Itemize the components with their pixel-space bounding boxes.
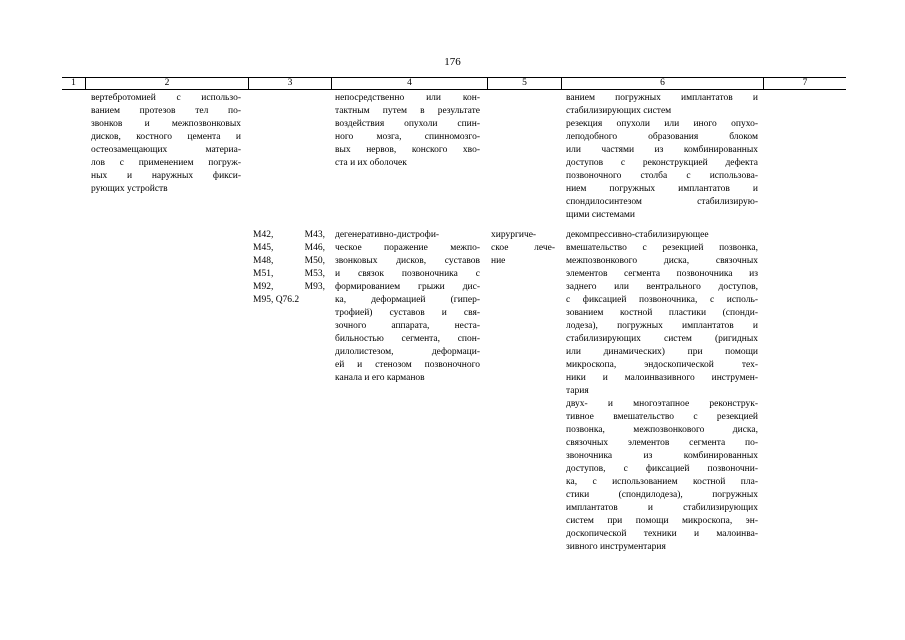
text-line: лодеза), погружных имплантатов и <box>566 321 758 331</box>
text-line: межпозвонкового диска, связочных <box>566 256 758 266</box>
diagnosis-code: M46, <box>304 243 325 253</box>
text-line: воздействия опухоли спин- <box>335 119 480 129</box>
text-line: ческое поражение межпо- <box>335 243 480 253</box>
text-line: зивного инструментария <box>566 542 666 552</box>
text-line: вых нервов, конского хво- <box>335 145 480 155</box>
diagnosis-code: M51, <box>253 269 274 279</box>
text-line: стики (спондилодеза), погружных <box>566 490 758 500</box>
text-line: зованием костной пластики (спонди- <box>566 308 758 318</box>
code-line <box>253 242 325 255</box>
text-line: с фиксацией позвоночника, с исполь- <box>566 295 758 305</box>
column-header-3: 3 <box>287 78 293 88</box>
diagnosis-code: M42, <box>253 230 274 240</box>
text-line: лов с применением погруж- <box>91 158 241 168</box>
column-header-6: 6 <box>660 78 665 88</box>
text-line: резекция опухоли или иного опухо- <box>566 119 758 129</box>
text-line: стабилизирующих систем <box>566 106 672 116</box>
row1-col2-text <box>91 92 241 196</box>
text-line: доскопической техники и малоинва- <box>566 529 758 539</box>
text-line: остеозамещающих материа- <box>91 145 241 155</box>
table-header-rule <box>62 89 846 90</box>
column-header-2: 2 <box>164 78 170 88</box>
text-line: тактным путем в результате <box>335 106 480 116</box>
text-line: ка, с использованием костной пла- <box>566 477 758 487</box>
row2-col6-text <box>566 229 758 554</box>
text-line: формированием грыжи дис- <box>335 282 480 292</box>
column-header-5: 5 <box>522 78 527 88</box>
text-line: ние <box>491 256 506 266</box>
text-line: звонков и межпозвонковых <box>91 119 241 129</box>
text-line: щими системами <box>566 210 636 220</box>
diagnosis-code: M48, <box>253 256 274 266</box>
text-line: или динамических) при помощи <box>566 347 758 357</box>
column-header-1: 1 <box>71 78 76 88</box>
text-line: леподобного образования блоком <box>566 132 758 142</box>
text-line: доступов с реконструкцией дефекта <box>566 158 758 168</box>
text-line: имплантатов и стабилизирующих <box>566 503 758 513</box>
text-line: двух- и многоэтапное реконструк- <box>566 399 758 409</box>
text-line: звонковых дисков, суставов <box>335 256 480 266</box>
text-line: дегенеративно-дистрофи- <box>335 230 440 240</box>
text-line: трофией) суставов и свя- <box>335 308 480 318</box>
text-line: ей и стенозом позвоночного <box>335 360 480 370</box>
text-line: канала и его карманов <box>335 373 425 383</box>
text-line: вмешательство с резекцией позвонка, <box>566 243 758 253</box>
row2-col3-codes <box>253 229 325 307</box>
diagnosis-code: M45, <box>253 243 274 253</box>
text-line: ники и малоинвазивного инструмен- <box>566 373 758 383</box>
text-line: рующих устройств <box>91 184 168 194</box>
code-line <box>253 294 325 307</box>
text-line: ного мозга, спинномозго- <box>335 132 480 142</box>
diagnosis-code: M93, <box>304 282 325 292</box>
text-line: ка, деформацией (гипер- <box>335 295 480 305</box>
text-line: доступов, с фиксацией позвоночни- <box>566 464 758 474</box>
text-line: или частями из комбинированных <box>566 145 758 155</box>
text-line: связочных элементов сегмента по- <box>566 438 758 448</box>
text-line: хирургиче- <box>491 230 537 240</box>
text-line: непосредственно или кон- <box>335 93 480 103</box>
text-line: спондилосинтезом стабилизирую- <box>566 197 758 207</box>
text-line: бильностью сегмента, спон- <box>335 334 480 344</box>
text-line: позвонка, межпозвонкового диска, <box>566 425 758 435</box>
text-line: звоночника из комбинированных <box>566 451 758 461</box>
text-line: нием погружных имплантатов и <box>566 184 758 194</box>
page-number: 176 <box>444 56 461 68</box>
diagnosis-code: M53, <box>304 269 325 279</box>
row2-col5-text <box>491 229 555 268</box>
text-line: ных и наружных фикси- <box>91 171 241 181</box>
row1-col4-text <box>335 92 480 170</box>
row2-col4-text <box>335 229 480 385</box>
text-line: позвоночного столба с использова- <box>566 171 758 181</box>
text-line: и связок позвоночника с <box>335 269 480 279</box>
text-line: ванием погружных имплантатов и <box>566 93 758 103</box>
diagnosis-code: M92, <box>253 282 274 292</box>
text-line: микроскопа, эндоскопической тех- <box>566 360 758 370</box>
text-line: ста и их оболочек <box>335 158 407 168</box>
diagnosis-code: M50, <box>304 256 325 266</box>
column-header-4: 4 <box>407 78 412 88</box>
text-line: дисков, костного цемента и <box>91 132 241 142</box>
diagnosis-code: M43, <box>304 230 325 240</box>
text-line: элементов сегмента позвоночника из <box>566 269 758 279</box>
text-line: заднего или вентрального доступов, <box>566 282 758 292</box>
diagnosis-code: M95, Q76.2 <box>253 295 300 305</box>
code-line <box>253 229 325 242</box>
code-line <box>253 255 325 268</box>
row1-col6-text <box>566 92 758 222</box>
text-line: тария <box>566 386 589 396</box>
text-line: тивное вмешательство с резекцией <box>566 412 758 422</box>
text-line: стабилизирующих систем (ригидных <box>566 334 758 344</box>
column-header-7: 7 <box>802 78 808 88</box>
text-line: декомпрессивно-стабилизирующее <box>566 230 709 240</box>
text-line: зочного аппарата, неста- <box>335 321 480 331</box>
text-line: ванием протезов тел по- <box>91 106 241 116</box>
code-line <box>253 281 325 294</box>
text-line: дилолистезом, деформаци- <box>335 347 480 357</box>
code-line <box>253 268 325 281</box>
text-line: систем при помощи микроскопа, эн- <box>566 516 758 526</box>
text-line: ское лече- <box>491 243 555 253</box>
text-line: вертебротомией с использо- <box>91 93 241 103</box>
